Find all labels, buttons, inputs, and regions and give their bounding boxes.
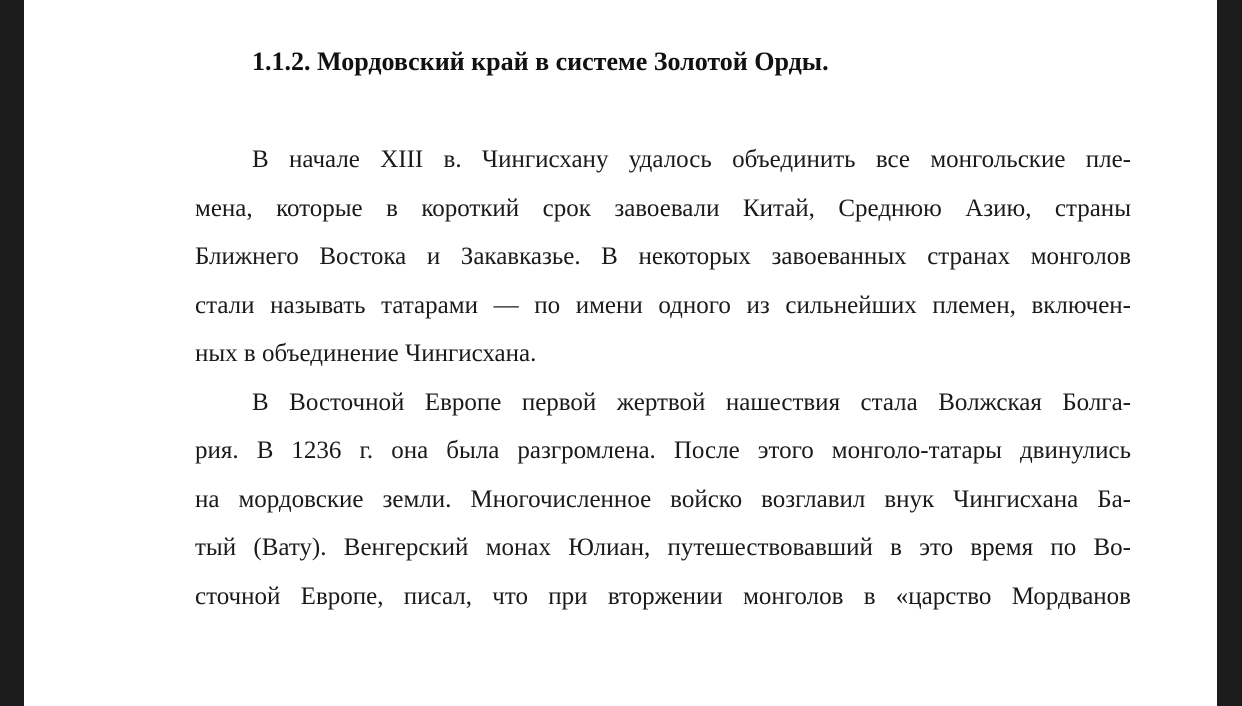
- paragraph-1: [195, 136, 1131, 379]
- text-line: мена, которые в короткий срок завоевали Китай, Среднюю Азию, страны: [195, 194, 1131, 222]
- text-line: на мордовские земли. Многочисленное войско возглавил внук Чингисхана Ба-: [195, 485, 1131, 513]
- text-line: стали называть татарами — по имени одного из сильнейших племен, включен-: [195, 291, 1131, 319]
- text-line: ных в объединение Чингисхана.: [195, 340, 537, 367]
- document-page: [24, 0, 1217, 706]
- text-line: тый (Вату). Венгерский монах Юлиан, путешествовавший в это время по Во-: [195, 534, 1131, 561]
- text-line: сточной Европе, писал, что при вторжении монголов в «царство Мордванов: [195, 582, 1131, 610]
- text-line: рия. В 1236 г. она была разгромлена. После этого монголо-татары двинулись: [195, 437, 1131, 464]
- text-line: В Восточной Европе первой жертвой нашествия стала Волжская Болга-: [252, 388, 1131, 416]
- body-text: [195, 136, 1131, 621]
- text-line: Ближнего Востока и Закавказье. В некоторых завоеванных странах монголов: [195, 243, 1131, 270]
- paragraph-2: [195, 379, 1131, 622]
- text-line: В начале XIII в. Чингисхану удалось объединить все монгольские пле-: [252, 146, 1131, 173]
- section-heading: 1.1.2. Мордовский край в системе Золотой Орды.: [252, 47, 829, 76]
